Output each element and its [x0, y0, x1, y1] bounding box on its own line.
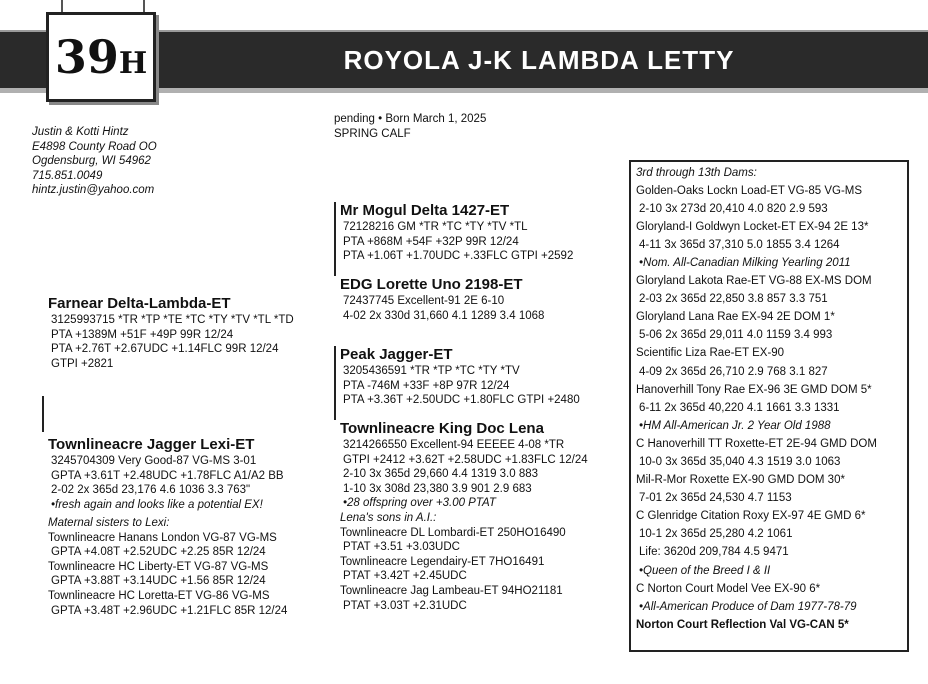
sire-sire-line: PTA +868M +54F +32P 99R 12/24 [343, 235, 519, 248]
calf-class: SPRING CALF [334, 127, 411, 140]
son-name: Townlineacre Jag Lambeau-ET 94HO21181 [340, 584, 563, 597]
dam-note: •fresh again and looks like a potential EX! [51, 498, 263, 511]
ancestor-dam-line: •All-American Produce of Dam 1977-78-79 [639, 600, 857, 613]
son-proof: PTAT +3.03T +2.31UDC [343, 599, 467, 612]
sister-proof: GPTA +3.88T +3.14UDC +1.56 85R 12/24 [51, 575, 266, 588]
dam-sire-name: Peak Jagger-ET [340, 346, 453, 363]
lot-number-digits: 39 [54, 30, 119, 84]
dam-sire-line: PTA -746M +33F +8P 97R 12/24 [343, 379, 510, 392]
ancestor-dam-line: Gloryland Lana Rae EX-94 2E DOM 1* [636, 311, 835, 324]
sire-sire-block [340, 202, 573, 264]
ancestor-dam-line: •HM All-American Jr. 2 Year Old 1988 [639, 419, 831, 432]
ancestor-dam-line: 2-03 2x 365d 22,850 3.8 857 3.3 751 [639, 293, 828, 306]
pedigree-connector [334, 346, 336, 420]
dam-name: Townlineacre Jagger Lexi-ET [48, 436, 255, 453]
ancestor-dam-line: 6-11 2x 365d 40,220 4.1 1661 3.3 1331 [639, 401, 840, 414]
son-name: Townlineacre DL Lombardi-ET 250HO16490 [340, 526, 566, 539]
ancestor-dams-lines [636, 182, 904, 634]
dam-dam-name: Townlineacre King Doc Lena [340, 420, 544, 437]
sire-line: PTA +2.76T +2.67UDC +1.14FLC 99R 12/24 [51, 343, 279, 356]
sire-sire-line: PTA +1.06T +1.70UDC +.33FLC GTPI +2592 [343, 250, 574, 263]
ancestor-dam-line: Hanoverhill Tony Rae EX-96 3E GMD DOM 5* [636, 383, 872, 396]
consignor-line: E4898 County Road OO [32, 140, 157, 153]
sire-line: PTA +1389M +51F +49P 99R 12/24 [51, 328, 234, 341]
dam-sire-line: 3205436591 *TR *TP *TC *TY *TV [343, 365, 520, 377]
sire-line: 3125993715 *TR *TP *TE *TC *TY *TV *TL *TD [51, 314, 294, 326]
sire-line: GTPI +2821 [51, 357, 114, 370]
ancestor-dam-line: 5-06 2x 365d 29,011 4.0 1159 3.4 993 [639, 329, 833, 342]
ancestor-dam-line: C Glenridge Citation Roxy EX-97 4E GMD 6* [636, 510, 866, 523]
ancestor-dam-line: 10-0 3x 365d 35,040 4.3 1519 3.0 1063 [639, 456, 841, 468]
dam-dam-block [340, 420, 588, 613]
sons-header: Lena's sons in A.I.: [340, 511, 437, 524]
ancestor-dam-line: •Queen of the Breed I & II [639, 564, 771, 577]
sire-sire-line: 72128216 GM *TR *TC *TY *TV *TL [343, 221, 528, 233]
son-proof: PTAT +3.51 +3.03UDC [343, 541, 460, 554]
dam-block [48, 436, 284, 512]
ancestor-dam-line: Gloryland-I Goldwyn Locket-ET EX-94 2E 13* [636, 220, 869, 233]
ancestor-dam-line: Golden-Oaks Lockn Load-ET VG-85 VG-MS [636, 184, 863, 197]
consignor-line: 715.851.0049 [32, 169, 103, 182]
birth-info [334, 112, 486, 141]
consignor-line: Ogdensburg, WI 54962 [32, 155, 151, 168]
sisters-header: Maternal sisters to Lexi: [48, 517, 170, 529]
birth-date: pending • Born March 1, 2025 [334, 113, 487, 125]
pedigree-connector [42, 396, 44, 432]
dam-sire-block [340, 346, 580, 408]
sister-name: Townlineacre HC Loretta-ET VG-86 VG-MS [48, 589, 270, 602]
ancestor-dam-line: C Norton Court Model Vee EX-90 6* [636, 582, 821, 595]
maternal-sisters [48, 516, 287, 618]
dam-line: 3245704309 Very Good-87 VG-MS 3-01 [51, 455, 257, 467]
dam-dam-line: 3214266550 Excellent-94 EEEEE 4-08 *TR [343, 439, 565, 451]
ancestor-dams-list [636, 166, 904, 634]
ancestor-dam-line: Scientific Liza Rae-ET EX-90 [636, 347, 785, 360]
dam-sire-line: PTA +3.36T +2.50UDC +1.80FLC GTPI +2480 [343, 394, 580, 407]
sister-proof: GPTA +3.48T +2.96UDC +1.21FLC 85R 12/24 [51, 604, 288, 617]
ancestor-dam-line: Mil-R-Mor Roxette EX-90 GMD DOM 30* [636, 474, 845, 487]
sister-name: Townlineacre Hanans London VG-87 VG-MS [48, 531, 277, 544]
sire-sire-name: Mr Mogul Delta 1427-ET [340, 202, 510, 219]
sister-name: Townlineacre HC Liberty-ET VG-87 VG-MS [48, 560, 269, 573]
dam-line: 2-02 2x 365d 23,176 4.6 1036 3.3 763" [51, 484, 251, 497]
ancestor-dam-line: 4-11 3x 365d 37,310 5.0 1855 3.4 1264 [639, 238, 840, 251]
son-proof: PTAT +3.42T +2.45UDC [343, 570, 467, 583]
animal-name: ROYOLA J-K LAMBDA LETTY [343, 45, 735, 75]
ancestor-dam-line: Norton Court Reflection Val VG-CAN 5* [636, 618, 849, 631]
ancestor-dam-line: C Hanoverhill TT Roxette-ET 2E-94 GMD DOM [636, 437, 877, 450]
sire-name: Farnear Delta-Lambda-ET [48, 295, 231, 312]
dam-dam-line: 2-10 3x 365d 29,660 4.4 1319 3.0 883 [343, 468, 539, 481]
ancestor-dams-header: 3rd through 13th Dams: [636, 167, 757, 179]
lot-number-suffix: H [118, 46, 148, 81]
ancestor-dam-line: •Nom. All-Canadian Milking Yearling 2011 [639, 256, 851, 269]
ancestor-dam-line: Gloryland Lakota Rae-ET VG-88 EX-MS DOM [636, 275, 872, 288]
consignor-line: Justin & Kotti Hintz [32, 126, 129, 138]
consignor-email: hintz.justin@yahoo.com [32, 184, 155, 197]
consignor-block [32, 125, 157, 198]
dam-dam-line: 1-10 3x 308d 23,380 3.9 901 2.9 683 [343, 482, 532, 495]
ancestor-dam-line: Life: 3620d 209,784 4.5 9471 [639, 546, 789, 559]
dam-dam-line: GTPI +2412 +3.62T +2.58UDC +1.83FLC 12/24 [343, 453, 588, 466]
ancestor-dam-line: 4-09 2x 365d 26,710 2.9 768 3.1 827 [639, 365, 828, 378]
son-name: Townlineacre Legendairy-ET 7HO16491 [340, 555, 545, 568]
sire-block [48, 295, 294, 371]
dam-dam-note: •28 offspring over +3.00 PTAT [343, 497, 496, 510]
sire-dam-line: 4-02 2x 330d 31,660 4.1 1289 3.4 1068 [343, 309, 545, 322]
ancestor-dam-line: 10-1 2x 365d 25,280 4.2 1061 [639, 528, 793, 541]
ancestor-dam-line: 7-01 2x 365d 24,530 4.7 1153 [639, 492, 792, 505]
sister-proof: GPTA +4.08T +2.52UDC +2.25 85R 12/24 [51, 546, 266, 559]
sire-dam-name: EDG Lorette Uno 2198-ET [340, 276, 523, 293]
sire-dam-line: 72437745 Excellent-91 2E 6-10 [343, 295, 505, 307]
dam-line: GPTA +3.61T +2.48UDC +1.78FLC A1/A2 BB [51, 469, 284, 482]
ancestor-dam-line: 2-10 3x 273d 20,410 4.0 820 2.9 593 [639, 202, 828, 215]
sire-dam-block [340, 276, 544, 323]
lot-number [46, 14, 156, 107]
pedigree-connector [334, 202, 336, 276]
